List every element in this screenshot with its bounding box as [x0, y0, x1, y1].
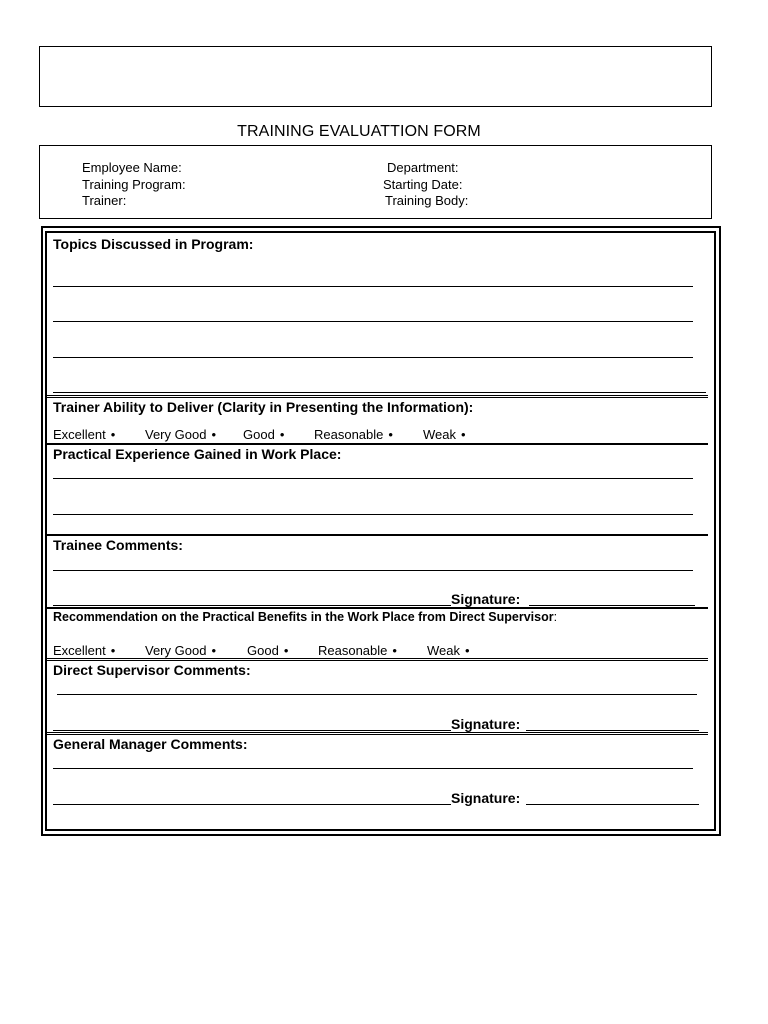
rating-option-good[interactable]: Good • [243, 427, 285, 442]
manager-comment-line-2[interactable] [53, 804, 451, 805]
header-box [39, 46, 712, 107]
section-divider [47, 607, 708, 609]
trainee-line-1[interactable] [53, 570, 693, 571]
practical-line-2[interactable] [53, 514, 693, 515]
rating-option-very-good[interactable]: Very Good • [145, 643, 216, 658]
section-divider [47, 658, 708, 661]
rating-option-very-good[interactable]: Very Good • [145, 427, 216, 442]
trainee-signature-line[interactable] [529, 605, 695, 606]
starting-date-label: Starting Date: [383, 176, 463, 192]
trainer-label: Trainer: [82, 193, 127, 208]
info-left-column [82, 160, 186, 210]
topics-line-3[interactable] [53, 357, 693, 358]
supervisor-signature-label: Signature: [451, 716, 521, 732]
topics-line-4[interactable] [53, 392, 706, 393]
rating-option-reasonable[interactable]: Reasonable • [314, 427, 393, 442]
supervisor-signature-line[interactable] [526, 730, 699, 731]
training-body-label: Training Body: [385, 193, 469, 208]
info-right-column [383, 160, 468, 210]
rating-option-reasonable[interactable]: Reasonable • [318, 643, 397, 658]
rating-option-weak[interactable]: Weak • [427, 643, 470, 658]
employee-name-label: Employee Name: [82, 160, 182, 175]
section-divider [47, 395, 708, 398]
practical-experience-heading: Practical Experience Gained in Work Place: [53, 446, 342, 462]
rating-option-excellent[interactable]: Excellent • [53, 427, 116, 442]
training-program-label: Training Program: [82, 176, 186, 192]
supervisor-line-1[interactable] [57, 694, 697, 695]
trainee-comment-line-2[interactable] [53, 605, 451, 606]
manager-signature-line[interactable] [526, 804, 699, 805]
section-divider [47, 534, 708, 536]
rating-option-good[interactable]: Good • [247, 643, 289, 658]
topics-line-2[interactable] [53, 321, 693, 322]
trainee-comments-heading: Trainee Comments: [53, 537, 183, 553]
form-title: TRAINING EVALUATTION FORM [237, 123, 481, 140]
trainer-ability-heading: Trainer Ability to Deliver (Clarity in Presenting the Information): [53, 399, 474, 415]
department-label: Department: [387, 160, 459, 175]
section-divider [47, 732, 708, 735]
general-manager-comments-heading: General Manager Comments: [53, 736, 248, 752]
trainee-signature-label: Signature: [451, 591, 521, 607]
supervisor-comment-line-2[interactable] [53, 730, 451, 731]
topics-heading: Topics Discussed in Program: [53, 236, 254, 252]
manager-line-1[interactable] [53, 768, 693, 769]
recommendation-heading: Recommendation on the Practical Benefits in the Work Place from Direct Supervisor: [53, 610, 558, 624]
rating-option-excellent[interactable]: Excellent • [53, 643, 116, 658]
manager-signature-label: Signature: [451, 790, 521, 806]
direct-supervisor-comments-heading: Direct Supervisor Comments: [53, 662, 251, 678]
practical-line-1[interactable] [53, 478, 693, 479]
rating-option-weak[interactable]: Weak • [423, 427, 466, 442]
section-divider [47, 443, 708, 445]
topics-line-1[interactable] [53, 286, 693, 287]
